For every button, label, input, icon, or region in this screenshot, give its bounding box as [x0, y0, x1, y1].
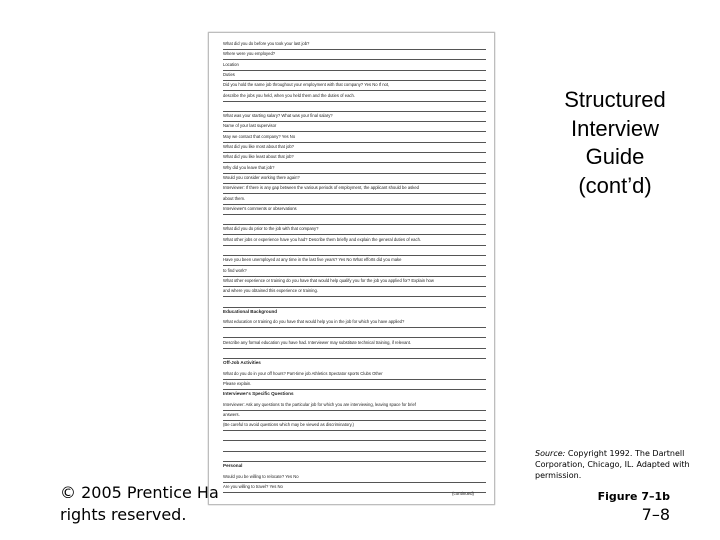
form-question-line: What did you do before you took your last job? — [223, 41, 486, 50]
form-continued-label: (continued) — [452, 491, 474, 496]
form-question-line: Interviewer: If there is any gap between the various periods of employment, the applicant should be asked — [223, 185, 486, 194]
form-question-line: What was your starting salary? What was your final salary? — [223, 113, 486, 122]
form-question-line: answers. — [223, 412, 486, 421]
form-blank-line — [223, 350, 486, 359]
form-section-heading: Off-Job Activities — [223, 360, 261, 366]
form-question-line: Duties — [223, 72, 486, 81]
form-question-line: What other jobs or experience have you had? Describe them briefly and explain the general duties of each. — [223, 237, 486, 246]
form-blank-line — [223, 103, 486, 112]
form-section-heading: Interviewer's Specific Questions — [223, 391, 294, 397]
form-question-line: describe the jobs you held, when you held them and the duties of each. — [223, 93, 486, 102]
form-question-line: Interviewer: Ask any questions to the particular job for which you are interviewing, leaving space for brief — [223, 402, 486, 411]
form-question-line: Would you consider working there again? — [223, 175, 486, 184]
form-blank-line — [223, 329, 486, 338]
form-question-line: Would you be willing to relocate? Yes No — [223, 474, 486, 483]
form-section-heading: Personal — [223, 463, 243, 469]
title-line-4: (cont’d) — [578, 172, 652, 198]
form-question-line: What do you do in your off hours? Part-time job Athletics Spectator sports Clubs Other — [223, 371, 486, 380]
form-question-line: Have you been unemployed at any time in the last five years? Yes No What efforts did you make — [223, 257, 486, 266]
form-question-line: about them. — [223, 196, 486, 205]
form-question-line: What did you like most about that job? — [223, 144, 486, 153]
form-question-line: to find work? — [223, 268, 486, 277]
form-blank-line — [223, 247, 486, 256]
form-question-line: Please explain. — [223, 381, 486, 390]
source-label: Source: — [535, 449, 566, 458]
page-number: 7–8 — [641, 505, 670, 524]
form-question-line: What other experience or training do you have that would help qualify you for the job you applied for? Explain how — [223, 278, 486, 287]
form-question-line: What education or training do you have that would help you in the job for which you have applied? — [223, 319, 486, 328]
copyright-notice — [60, 482, 360, 526]
form-blank-line — [223, 443, 486, 452]
slide-title — [545, 86, 685, 200]
title-line-1: Structured — [564, 87, 666, 112]
copyright-line-2: rights reserved. — [60, 505, 187, 524]
form-question-line: Location — [223, 62, 486, 71]
form-blank-line — [223, 453, 486, 462]
form-question-line: May we contact that company? Yes No — [223, 134, 486, 143]
source-text: Copyright 1992. The Dartnell Corporation, Chicago, IL. Adapted with permission. — [535, 449, 690, 480]
interview-form-image — [208, 32, 495, 505]
copyright-line-1: © 2005 Prentice Ha — [60, 483, 219, 502]
figure-label: Figure 7–1b — [597, 490, 670, 503]
form-question-line: Are you willing to travel? Yes No — [223, 484, 486, 493]
form-question-line: Did you hold the same job throughout your employment with that company? Yes No If not, — [223, 82, 486, 91]
form-question-line: Where were you employed? — [223, 51, 486, 60]
title-line-3: Guide — [585, 144, 645, 169]
title-line-2: Interview — [570, 115, 660, 141]
form-question-line: Interviewer's comments or observations — [223, 206, 486, 215]
form-question-line: Why did you leave that job? — [223, 165, 486, 174]
form-question-line: and where you obtained this experience or training. — [223, 288, 486, 297]
form-blank-line — [223, 216, 486, 225]
source-note — [535, 448, 710, 481]
form-blank-line — [223, 432, 486, 441]
form-question-line: (Be careful to avoid questions which may be viewed as discriminatory.) — [223, 422, 486, 431]
form-section-heading: Educational Background — [223, 308, 278, 314]
form-question-line: What did you like least about that job? — [223, 154, 486, 163]
form-question-line: Describe any formal education you have had. Interviewer may substitute technical training, if relevant. — [223, 340, 486, 349]
form-question-line: What did you do prior to the job with that company? — [223, 226, 486, 235]
form-question-line: Name of your last supervisor — [223, 123, 486, 132]
form-blank-line — [223, 299, 486, 308]
